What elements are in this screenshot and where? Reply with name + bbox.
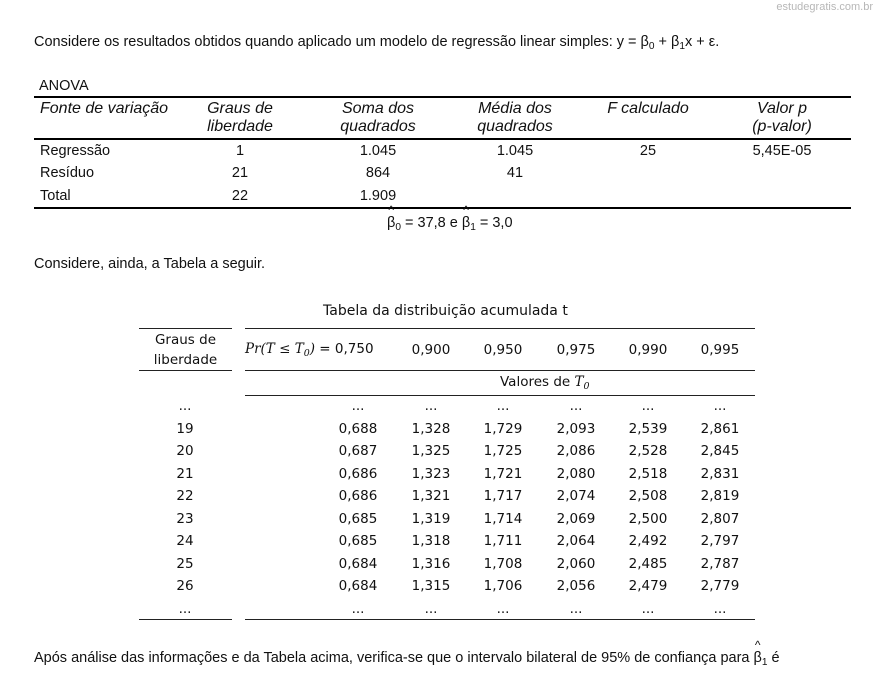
df-cell-2: 20 (176, 443, 194, 459)
consider-text: Considere, ainda, a Tabela a seguir. (34, 256, 266, 272)
t-value-r2-c2: 1,725 (483, 443, 523, 459)
t-value-r3-c5: 2,831 (700, 465, 740, 482)
df-cell-5: 23 (176, 510, 194, 527)
t-table-title: Tabela da distribuição acumulada t (323, 303, 568, 319)
anova-cell-r1-c3: 41 (506, 165, 524, 181)
t-value-r6-c2: 1,711 (483, 533, 523, 549)
t-value-r2-c4: 2,528 (628, 443, 668, 459)
footer-main: Após análise das informações e da Tabela acima, verifica-se que o intervalo bilateral de 95% de confiança para (34, 650, 754, 666)
footer-tail: é (767, 650, 780, 666)
watermark: estudegratis.com.br (776, 1, 873, 13)
t-value-r4-c3: 2,074 (556, 488, 596, 504)
t-value-r3-c0: 0,686 (338, 465, 378, 482)
t-value-r5-c3: 2,069 (556, 510, 596, 527)
anova-header-2-line2: quadrados (340, 118, 416, 135)
t-value-r6-c3: 2,064 (556, 533, 596, 549)
anova-cell-r0-c3: 1.045 (496, 143, 534, 159)
t-table-bottom-rule-left (139, 619, 232, 620)
anova-header-2 (308, 100, 448, 136)
prob-header-5: 0,995 (700, 342, 740, 358)
prob-header-3: 0,975 (556, 342, 596, 358)
t-value-r4-c5: 2,819 (700, 488, 740, 504)
t-value-r8-c4: 2,479 (628, 578, 668, 594)
t-value-r7-c1: 1,316 (411, 555, 451, 572)
df-header-line1: Graus de (154, 332, 217, 348)
values-label (500, 374, 590, 392)
t-value-r6-c1: 1,318 (411, 533, 451, 549)
anova-cell-r0-c1: 1 (235, 143, 245, 159)
t-value-r8-c5: 2,779 (700, 578, 740, 594)
df-cell-3: 21 (176, 465, 194, 482)
anova-header-4-line1: F calculado (607, 100, 689, 117)
t-value-r9-c3: ... (569, 600, 583, 617)
anova-header-1-line2: liberdade (207, 118, 273, 135)
t-value-r1-c0: 0,688 (338, 420, 378, 437)
t-value-r8-c1: 1,315 (411, 578, 451, 594)
t-value-r2-c0: 0,687 (338, 443, 378, 459)
t-value-r6-c4: 2,492 (628, 533, 668, 549)
t-value-r0-c0: ... (351, 398, 365, 414)
t-value-r0-c5: ... (713, 398, 727, 414)
df-header-rule (139, 370, 232, 371)
anova-header-2-line1: Soma dos (341, 100, 415, 117)
beta0-sub: 0 (395, 222, 401, 233)
t-value-r7-c4: 2,485 (628, 555, 668, 572)
values-label-text: Valores de (500, 374, 575, 390)
footer-beta-hat: ^ β (754, 650, 762, 666)
t-value-r2-c3: 2,086 (556, 443, 596, 459)
beta-estimates (387, 215, 513, 233)
df-cell-9: ... (178, 600, 192, 617)
t-value-r9-c2: ... (496, 600, 510, 617)
t-table-bottom-rule-right (245, 619, 755, 620)
t-value-r2-c5: 2,845 (700, 443, 740, 459)
t-value-r9-c1: ... (424, 600, 438, 617)
intro-plus: + β (654, 34, 680, 50)
t-value-r5-c2: 1,714 (483, 510, 523, 527)
t-value-r8-c2: 1,706 (483, 578, 523, 594)
prob-header-2: 0,950 (483, 342, 523, 358)
anova-header-0 (40, 100, 168, 118)
t-table-top-rule-right (245, 328, 755, 329)
anova-header-5 (712, 100, 852, 136)
anova-cell-r1-c1: 21 (231, 165, 249, 181)
anova-cell-r2-c2: 1.909 (359, 188, 397, 204)
t-value-r5-c4: 2,500 (628, 510, 668, 527)
t-value-r0-c4: ... (641, 398, 655, 414)
pr-expression: Pr(T ≤ T (245, 341, 304, 357)
t-value-r4-c4: 2,508 (628, 488, 668, 504)
t-value-r9-c4: ... (641, 600, 655, 617)
intro-sub1: 1 (679, 41, 686, 52)
t-value-r3-c3: 2,080 (556, 465, 596, 482)
t-value-r8-c3: 2,056 (556, 578, 596, 594)
anova-header-3-line2: quadrados (477, 118, 553, 135)
df-header-line2: liberdade (153, 352, 218, 368)
anova-header-0-line1: Fonte de variação (40, 100, 169, 117)
df-cell-8: 26 (176, 578, 194, 594)
anova-cell-r0-c2: 1.045 (359, 143, 397, 159)
prob-header-4: 0,990 (628, 342, 668, 358)
values-rule (245, 395, 755, 396)
t-value-r7-c5: 2,787 (700, 555, 740, 572)
t-value-r4-c0: 0,686 (338, 488, 378, 504)
t-value-r0-c3: ... (569, 398, 583, 414)
footer-text (34, 650, 780, 668)
t-value-r9-c5: ... (713, 600, 727, 617)
t-value-r5-c1: 1,319 (411, 510, 451, 527)
anova-title: ANOVA (39, 78, 89, 94)
df-header (139, 330, 232, 370)
t-value-r5-c0: 0,685 (338, 510, 378, 527)
t-value-r8-c0: 0,684 (338, 578, 378, 594)
t-value-r6-c0: 0,685 (338, 533, 378, 549)
t-value-r3-c2: 1,721 (483, 465, 523, 482)
beta1-sub: 1 (470, 222, 476, 233)
pr-label (245, 341, 374, 359)
anova-cell-r2-c0: Total (40, 188, 71, 204)
beta0-value: = 37,8 e (400, 215, 462, 231)
anova-header-rule (34, 138, 851, 140)
prob-header-1: 0,900 (411, 342, 451, 358)
t-value-r7-c0: 0,684 (338, 555, 378, 572)
t-value-r3-c1: 1,323 (411, 465, 451, 482)
t-value-r1-c5: 2,861 (700, 420, 740, 437)
anova-cell-r0-c4: 25 (639, 143, 657, 159)
df-cell-1: 19 (176, 420, 194, 437)
beta1-hat: ^ β (462, 215, 470, 231)
anova-header-4 (578, 100, 718, 118)
t-value-r4-c1: 1,321 (411, 488, 451, 504)
values-label-sub: 0 (583, 381, 590, 392)
t-value-r1-c3: 2,093 (556, 420, 596, 437)
anova-top-rule (34, 96, 851, 98)
intro-tail: x + ε. (685, 34, 720, 50)
anova-bottom-rule (34, 207, 851, 209)
footer-beta-sub: 1 (761, 657, 768, 668)
df-cell-7: 25 (176, 555, 194, 572)
anova-header-5-line2: (p-valor) (752, 118, 812, 135)
df-cell-4: 22 (176, 488, 194, 504)
anova-header-1 (170, 100, 310, 136)
intro-main: Considere os resultados obtidos quando aplicado um modelo de regressão linear simples: y = β (34, 34, 649, 50)
t-value-r4-c2: 1,717 (483, 488, 523, 504)
anova-cell-r0-c0: Regressão (40, 143, 111, 159)
anova-header-3-line1: Média dos (478, 100, 552, 117)
intro-text (34, 34, 719, 52)
t-value-r0-c2: ... (496, 398, 510, 414)
values-label-T: T (574, 374, 584, 390)
pr-close: ) (309, 341, 316, 357)
anova-header-5-line1: Valor p (756, 100, 808, 117)
pr-sub: 0 (303, 348, 310, 359)
anova-cell-r1-c2: 864 (365, 165, 391, 181)
t-value-r7-c3: 2,060 (556, 555, 596, 572)
beta1-value: = 3,0 (475, 215, 513, 231)
t-value-r9-c0: ... (351, 600, 365, 617)
pr-first-prob: = 0,750 (315, 341, 374, 357)
prob-header-rule (245, 370, 755, 371)
df-cell-0: ... (178, 398, 192, 414)
t-table-top-rule-left (139, 328, 232, 329)
anova-header-3 (445, 100, 585, 136)
beta0-hat: ^ β (387, 215, 395, 231)
t-value-r1-c2: 1,729 (483, 420, 523, 437)
anova-header-1-line1: Graus de (207, 100, 273, 117)
t-value-r7-c2: 1,708 (483, 555, 523, 572)
t-value-r5-c5: 2,807 (700, 510, 740, 527)
anova-cell-r0-c5: 5,45E-05 (752, 143, 812, 159)
t-value-r2-c1: 1,325 (411, 443, 451, 459)
t-value-r1-c4: 2,539 (628, 420, 668, 437)
anova-cell-r1-c0: Resíduo (40, 165, 95, 181)
anova-cell-r2-c1: 22 (231, 188, 249, 204)
t-value-r3-c4: 2,518 (628, 465, 668, 482)
intro-sub0: 0 (648, 41, 655, 52)
t-value-r1-c1: 1,328 (411, 420, 451, 437)
t-value-r0-c1: ... (424, 398, 438, 414)
t-value-r6-c5: 2,797 (700, 533, 740, 549)
df-cell-6: 24 (176, 533, 194, 549)
